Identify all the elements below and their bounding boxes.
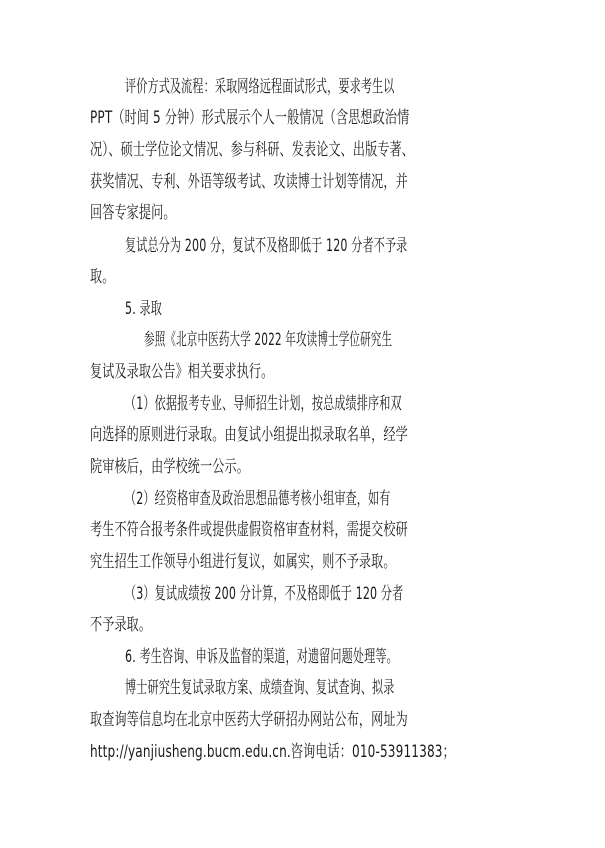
text-line: 博士研究生复试录取方案、成绩查询、复试查询、拟录 xyxy=(125,678,395,698)
section-heading: 5. 录取 xyxy=(125,299,162,319)
text-line: 评价方式及流程：采取网络远程面试形式，要求考生以 xyxy=(125,77,395,97)
text-line: 获奖情况、专利、外语等级考试、攻读博士计划等情况，并 xyxy=(90,172,408,192)
text-line: http://yanjiusheng.bucm.edu.cn.咨询电话：010-53911383； xyxy=(90,742,455,762)
text-line: 取查询等信息均在北京中医药大学研招办网站公布，网址为 xyxy=(90,710,408,730)
text-line: PPT（时间 5 分钟）形式展示个人一般情况（含思想政治情 xyxy=(90,108,410,128)
text-line: 复试及录取公告》相关要求执行。 xyxy=(90,362,274,382)
text-line: （2）经资格审查及政治思想品德考核小组审查，如有 xyxy=(125,489,391,509)
text-line: 究生招生工作领导小组进行复议，如属实，则不予录取。 xyxy=(90,552,396,572)
text-line: 院审核后，由学校统一公示。 xyxy=(90,457,249,477)
text-line: 复试总分为 200 分，复试不及格即低于 120 分者不予录 xyxy=(125,236,408,256)
text-line: 取。 xyxy=(90,267,115,287)
section-heading: 6. 考生咨询、申诉及监督的渠道，对遗留问题处理等。 xyxy=(125,647,398,667)
text-line: 回答专家提问。 xyxy=(90,203,176,223)
text-line: 向选择的原则进行录取。由复试小组提出拟录取名单，经学 xyxy=(90,425,408,445)
text-line: 不予录取。 xyxy=(90,615,152,635)
text-line: （3）复试成绩按 200 分计算，不及格即低于 120 分者 xyxy=(125,584,404,604)
text-line: 参照《北京中医药大学 2022 年攻读博士学位研究生 xyxy=(144,330,393,350)
text-line: 况）、硕士学位论文情况、参与科研、发表论文、出版专著、 xyxy=(90,140,415,160)
text-line: （1）依据报考专业、导师招生计划，按总成绩排序和双 xyxy=(125,394,402,414)
text-line: 考生不符合报考条件或提供虚假资格审查材料，需提交校研 xyxy=(90,520,408,540)
